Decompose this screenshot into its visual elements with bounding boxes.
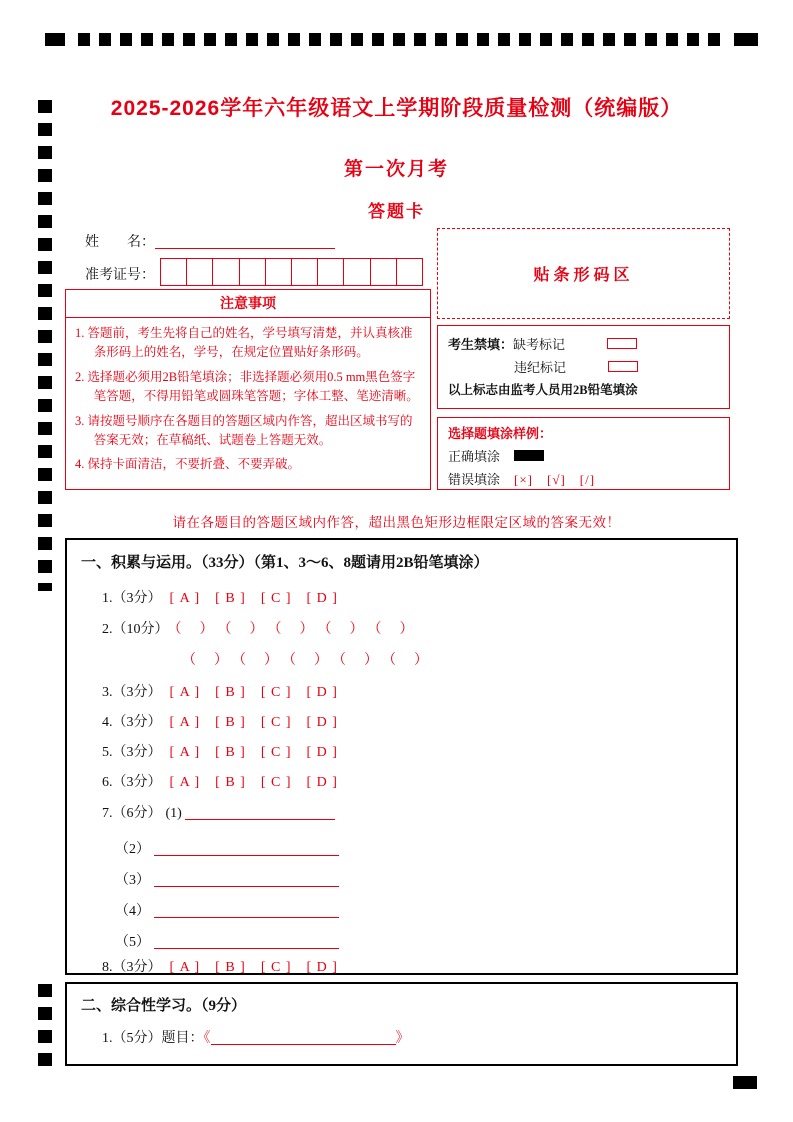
fill-sample-box — [437, 417, 730, 490]
q7-sub-label-2: （2） — [115, 842, 150, 857]
timing-mark-top-right — [734, 33, 758, 46]
section-2-box — [65, 982, 738, 1066]
notice-item: 4. 保持卡面清洁，不要折叠、不要弄破。 — [75, 457, 301, 472]
q8-label: 8.（3分） — [102, 960, 162, 975]
answer-area-warning: 请在各题目的答题区域内作答，超出黑色矩形边框限定区域的答案无效！ — [172, 515, 621, 530]
question-row-7-5 — [115, 931, 339, 951]
question-row-2 — [102, 618, 416, 638]
forbidden-note: 以上标志由监考人员用2B铅笔填涂 — [448, 383, 638, 397]
q2-answer-parens-row2[interactable]: （ ） （ ） （ ） （ ） （ ） — [182, 653, 430, 668]
question-row-1 — [102, 587, 338, 607]
sample-title: 选择题填涂样例： — [448, 426, 553, 441]
question-row-7-3 — [115, 869, 339, 889]
name-row — [85, 231, 335, 251]
notice-title: 注意事项 — [66, 290, 430, 318]
question-row-6 — [102, 771, 338, 791]
exam-number-label: 准考证号： — [85, 268, 155, 283]
notice-item: 3. 请按题号顺序在各题目的答题区域内作答，超出区域书写的答案无效；在草稿纸、试题卷上答题无效。 — [75, 413, 413, 447]
q6-choice-options[interactable]: [ A ] [ B ] [ C ] [ D ] — [169, 775, 338, 790]
q3-label: 3.（3分） — [102, 685, 162, 700]
question-row-8 — [102, 956, 338, 976]
absent-mark-box — [607, 338, 637, 349]
q6-label: 6.（3分） — [102, 775, 162, 790]
question-row-7-4 — [115, 900, 339, 920]
notice-box — [65, 289, 431, 490]
barcode-area — [437, 228, 730, 319]
section-1-box — [65, 538, 738, 975]
title-quote-close: 》 — [395, 1031, 410, 1046]
notice-items — [66, 318, 430, 475]
q7-sub-label-4: （4） — [115, 904, 150, 919]
forbidden-title: 考生禁填： — [448, 337, 514, 352]
q7-sub-label-3: （3） — [115, 873, 150, 888]
timing-mark-top-left — [45, 33, 65, 46]
absent-mark-label: 缺考标记 — [513, 337, 566, 352]
q7-answer-line-5[interactable] — [154, 934, 339, 949]
violation-mark-box — [608, 361, 638, 372]
wrong-fill-label: 错误填涂 — [448, 472, 501, 487]
title-quote-open: 《 — [203, 1031, 211, 1046]
s2-q1-label: 1.（5分） — [102, 1031, 162, 1046]
question-row-4 — [102, 711, 338, 731]
s2-q1-prompt: 题目： — [161, 1031, 204, 1046]
name-label: 姓 名： — [85, 235, 155, 250]
q7-answer-line-2[interactable] — [154, 841, 339, 856]
q7-answer-line-1[interactable] — [185, 805, 335, 820]
exam-session-title: 第一次月考 — [343, 159, 449, 180]
q7-answer-line-4[interactable] — [154, 903, 339, 918]
barcode-area-label: 贴条形码区 — [533, 267, 634, 284]
q7-sub-label-5: （5） — [115, 935, 150, 950]
q7-answer-line-3[interactable] — [154, 872, 339, 887]
timing-marks-left-lower — [38, 984, 52, 1066]
q5-choice-options[interactable]: [ A ] [ B ] [ C ] [ D ] — [169, 745, 338, 760]
q4-label: 4.（3分） — [102, 715, 162, 730]
exam-no-cell[interactable] — [240, 259, 266, 285]
q4-choice-options[interactable]: [ A ] [ B ] [ C ] [ D ] — [169, 715, 338, 730]
section-2-title: 二、综合性学习。（9分） — [81, 998, 247, 1014]
correct-fill-label: 正确填涂 — [448, 449, 501, 464]
timing-marks-top-row — [78, 33, 720, 46]
q8-choice-options[interactable]: [ A ] [ B ] [ C ] [ D ] — [169, 960, 338, 975]
notice-item: 1. 答题前，考生先将自己的姓名，学号填写清楚，并认真核准条形码上的姓名，学号，在规定位置贴好条形码。 — [75, 326, 413, 360]
exam-no-cell[interactable] — [161, 259, 187, 285]
question-row-3 — [102, 681, 338, 701]
correct-fill-swatch — [514, 450, 544, 461]
exam-no-cell[interactable] — [292, 259, 318, 285]
name-input-line[interactable] — [155, 234, 335, 249]
q1-label: 1.（3分） — [102, 591, 162, 606]
exam-no-cell[interactable] — [397, 259, 422, 285]
question-row-7 — [102, 802, 335, 822]
notice-item: 2. 选择题必须用2B铅笔填涂；非选择题必须用0.5 mm黑色签字笔答题，不得用铅笔或圆珠笔答题；字体工整、笔迹清晰。 — [75, 369, 419, 404]
section2-question-row-1 — [102, 1027, 410, 1047]
s2-q1-answer-line[interactable] — [211, 1030, 396, 1045]
exam-no-cell[interactable] — [187, 259, 213, 285]
exam-no-cell[interactable] — [318, 259, 344, 285]
q2-label: 2.（10分） — [102, 622, 169, 637]
q3-choice-options[interactable]: [ A ] [ B ] [ C ] [ D ] — [169, 685, 338, 700]
q7-sub-label-1: (1) — [165, 806, 182, 821]
question-row-2b — [182, 649, 430, 669]
q5-label: 5.（3分） — [102, 745, 162, 760]
violation-mark-label: 违纪标记 — [514, 360, 567, 375]
timing-mark-bottom-right — [733, 1076, 757, 1089]
answer-card-label: 答题卡 — [368, 202, 425, 221]
q7-label: 7.（6分） — [102, 806, 162, 821]
q2-answer-parens-row1[interactable]: （ ） （ ） （ ） （ ） （ ） — [174, 622, 416, 637]
exam-no-cell[interactable] — [371, 259, 397, 285]
exam-no-cell[interactable] — [266, 259, 292, 285]
section-1-title: 一、积累与运用。（33分）（第1、3～6、8题请用2B铅笔填涂） — [81, 555, 489, 571]
exam-no-cell[interactable] — [344, 259, 370, 285]
question-row-7-2 — [115, 838, 339, 858]
wrong-fill-marks: [×] [√] [/] — [514, 472, 596, 487]
examinee-forbidden-box — [437, 325, 730, 409]
question-row-5 — [102, 741, 338, 761]
page-title: 2025-2026学年六年级语文上学期阶段质量检测（统编版） — [110, 97, 683, 120]
exam-no-cell[interactable] — [213, 259, 239, 285]
exam-number-grid[interactable] — [160, 258, 423, 286]
q1-choice-options[interactable]: [ A ] [ B ] [ C ] [ D ] — [169, 591, 338, 606]
